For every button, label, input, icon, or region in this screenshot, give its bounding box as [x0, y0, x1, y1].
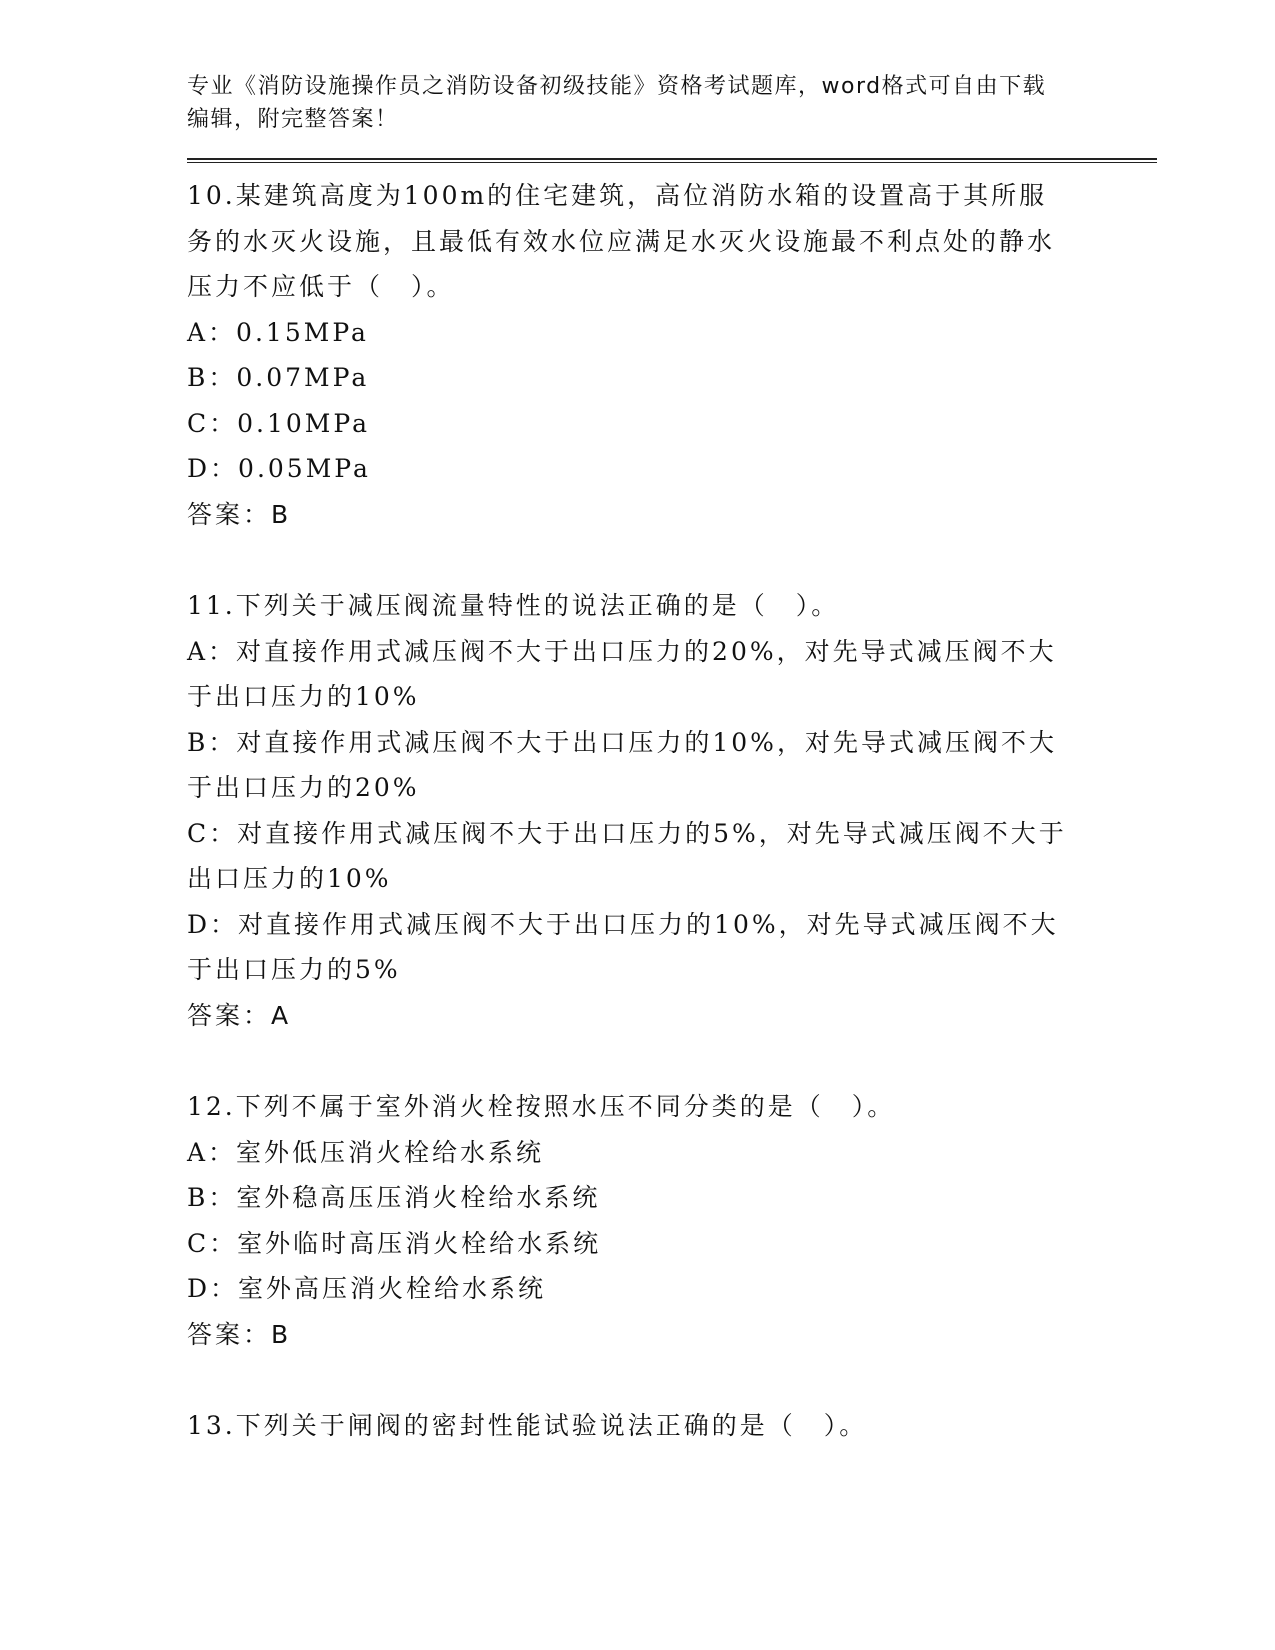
option-a: A：0.15MPa	[187, 317, 369, 347]
option-d: D：对直接作用式减压阀不大于出口压力的10%，对先导式减压阀不大于出口压力的5%	[187, 909, 1059, 984]
header-divider	[187, 158, 1157, 163]
document-header: 专业《消防设施操作员之消防设备初级技能》资格考试题库，word格式可自由下载编辑，附完整答案！	[187, 74, 1047, 132]
option-c: C：室外临时高压消火栓给水系统	[187, 1228, 602, 1258]
option-b: B：对直接作用式减压阀不大于出口压力的10%，对先导式减压阀不大于出口压力的20%	[187, 727, 1057, 802]
option-b: B：室外稳高压压消火栓给水系统	[187, 1183, 601, 1212]
option-a: A：对直接作用式减压阀不大于出口压力的20%，对先导式减压阀不大于出口压力的10%	[187, 636, 1057, 711]
question-stem: 12.下列不属于室外消火栓按照水压不同分类的是（ ）。	[187, 1092, 896, 1121]
question-stem: 10.某建筑高度为100m的住宅建筑，高位消防水箱的设置高于其所服务的水灭火设施，且最低有效水位应满足水灭火设施最不利点处的静水压力不应低于（ ）。	[187, 181, 1056, 301]
answer-label: 答案：A	[187, 1000, 292, 1030]
question-stem: 11.下列关于减压阀流量特性的说法正确的是（ ）。	[187, 591, 840, 620]
question-12	[187, 1084, 1157, 1357]
option-b: B：0.07MPa	[187, 363, 370, 392]
option-c: C：0.10MPa	[187, 408, 370, 438]
option-c: C：对直接作用式减压阀不大于出口压力的5%，对先导式减压阀不大于出口压力的10%	[187, 818, 1067, 893]
question-stem: 13.下列关于闸阀的密封性能试验说法正确的是（ ）。	[187, 1411, 868, 1440]
option-a: A：室外低压消火栓给水系统	[187, 1137, 545, 1167]
question-10	[187, 173, 1157, 537]
question-11	[187, 583, 1157, 1038]
option-d: D：0.05MPa	[187, 454, 371, 483]
option-d: D：室外高压消火栓给水系统	[187, 1274, 547, 1303]
document-page	[187, 70, 1157, 1495]
question-list	[187, 173, 1157, 1449]
question-13	[187, 1403, 1157, 1449]
answer-label: 答案：B	[187, 499, 292, 529]
answer-label: 答案：B	[187, 1319, 292, 1349]
